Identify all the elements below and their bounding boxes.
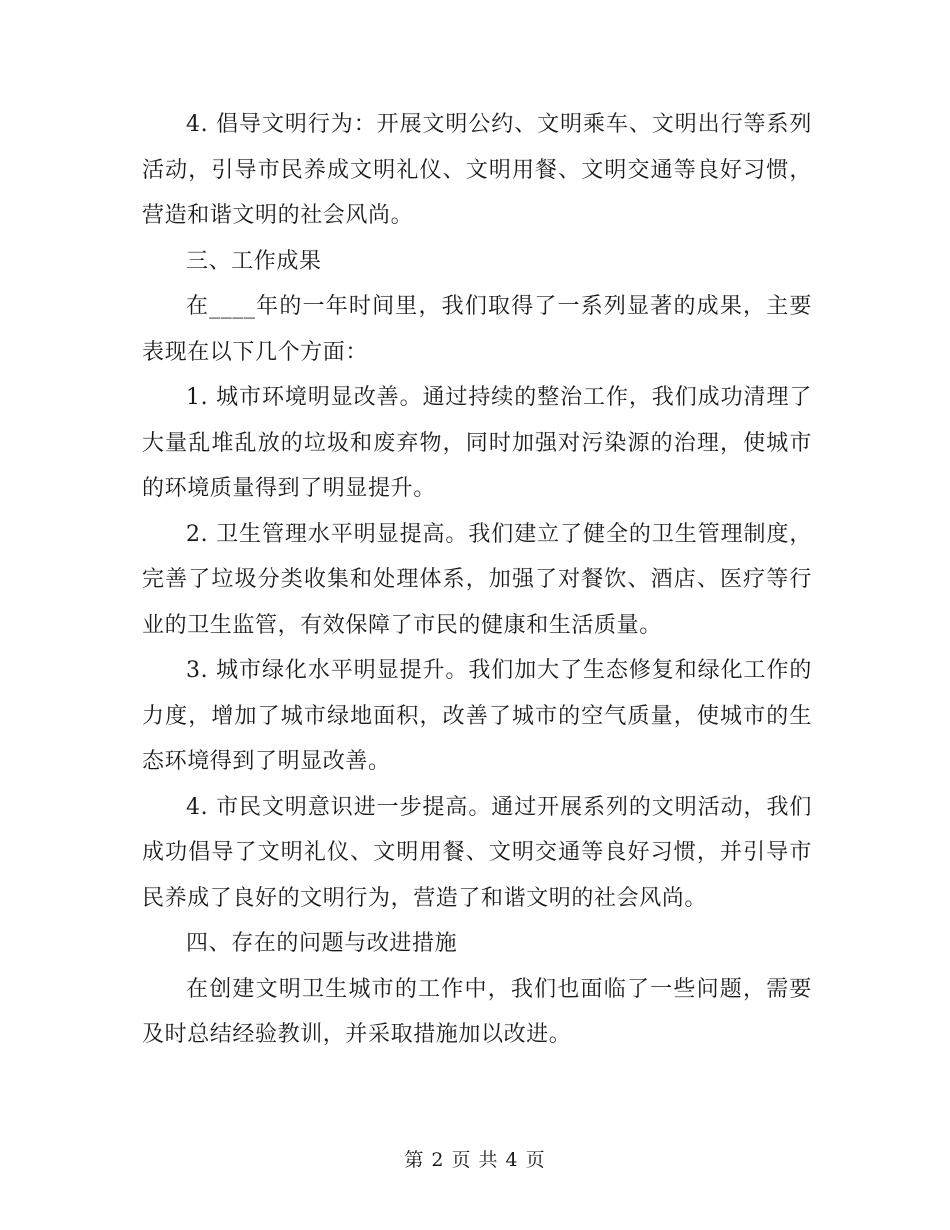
- paragraph-result-civic-awareness: 4. 市民文明意识进一步提高。通过开展系列的文明活动，我们成功倡导了文明礼仪、文明用餐、文明交通等良好习惯，并引导市民养成了良好的文明行为，营造了和谐文明的社会风尚。: [142, 794, 812, 911]
- paragraph-result-sanitation: 2. 卫生管理水平明显提高。我们建立了健全的卫生管理制度，完善了垃圾分类收集和处理体系，加强了对餐饮、酒店、医疗等行业的卫生监管，有效保障了市民的健康和生活质量。: [142, 521, 812, 638]
- section-heading-work-results: 三、工作成果: [186, 248, 322, 274]
- paragraph-results-intro: 在____年的一年时间里，我们取得了一系列显著的成果，主要表现在以下几个方面：: [142, 294, 812, 365]
- paragraph-problems-intro: 在创建文明卫生城市的工作中，我们也面临了一些问题，需要及时总结经验教训，并采取措施加以改进。: [142, 976, 812, 1047]
- paragraph-result-environment: 1. 城市环境明显改善。通过持续的整治工作，我们成功清理了大量乱堆乱放的垃圾和废弃物，同时加强对污染源的治理，使城市的环境质量得到了明显提升。: [142, 385, 812, 501]
- paragraph-result-greening: 3. 城市绿化水平明显提升。我们加大了生态修复和绿化工作的力度，增加了城市绿地面积，改善了城市的空气质量，使城市的生态环境得到了明显改善。: [142, 658, 812, 774]
- page-number-footer: 第 2 页 共 4 页: [404, 1149, 546, 1171]
- document-body: [142, 102, 812, 1058]
- paragraph-advocate-civilized-behavior: 4. 倡导文明行为：开展文明公约、文明乘车、文明出行等系列活动，引导市民养成文明礼仪、文明用餐、文明交通等良好习惯，营造和谐文明的社会风尚。: [142, 112, 812, 228]
- section-heading-problems-improvements: 四、存在的问题与改进措施: [186, 931, 458, 956]
